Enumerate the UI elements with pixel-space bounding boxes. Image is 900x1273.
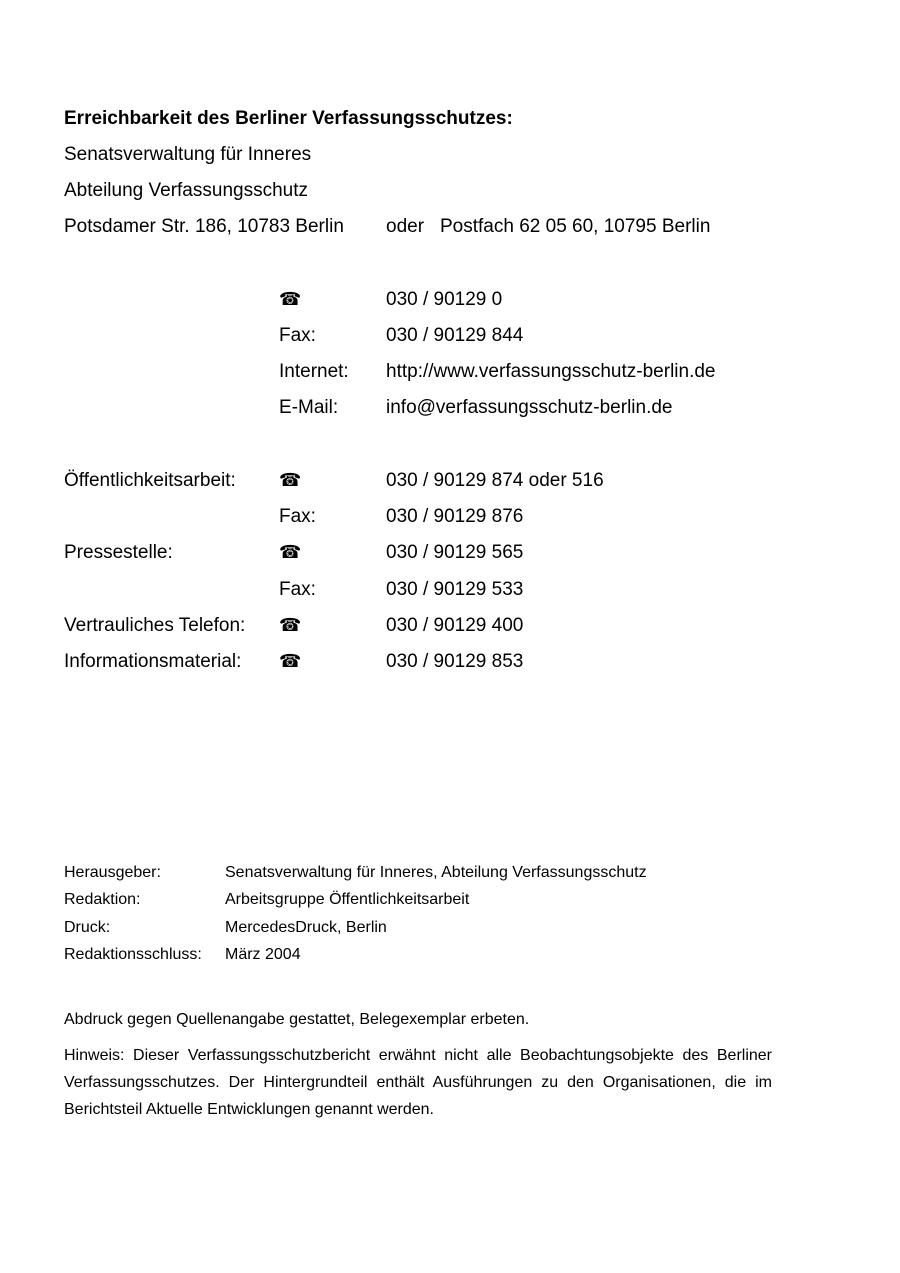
info-material-phone: 030 / 90129 853 <box>386 651 524 672</box>
website-link[interactable]: http://www.verfassungsschutz-berlin.de <box>386 361 716 382</box>
phone-icon: ☎ <box>279 470 302 491</box>
publisher-label: Herausgeber: <box>64 864 161 881</box>
hint-paragraph: Hinweis: Dieser Verfassungsschutzbericht erwähnt nicht alle Beobachtungsobjekte des Berliner Verfassungsschutzes. Der Hintergrundteil enthält Ausführungen zu den Organisationen, die im Berichtsteil Aktuelle Entwicklungen genannt werden. <box>64 1047 772 1118</box>
street-address: Potsdamer Str. 186, 10783 Berlin <box>64 216 344 237</box>
internet-label: Internet: <box>279 361 349 382</box>
print-value: MercedesDruck, Berlin <box>225 919 387 936</box>
main-phone-number: 030 / 90129 0 <box>386 289 503 310</box>
department-name: Abteilung Verfassungsschutz <box>64 180 308 201</box>
info-material-label: Informationsmaterial: <box>64 651 242 672</box>
page-title: Erreichbarkeit des Berliner Verfassungsschutzes: <box>64 108 513 129</box>
publisher-value: Senatsverwaltung für Inneres, Abteilung Verfassungsschutz <box>225 864 647 881</box>
phone-icon: ☎ <box>279 289 302 310</box>
press-office-label: Pressestelle: <box>64 542 173 563</box>
deadline-value: März 2004 <box>225 946 301 963</box>
public-relations-phone: 030 / 90129 874 oder 516 <box>386 470 604 491</box>
editorial-value: Arbeitsgruppe Öffentlichkeitsarbeit <box>225 891 470 908</box>
public-relations-label: Öffentlichkeitsarbeit: <box>64 470 236 491</box>
fax-label: Fax: <box>279 579 316 600</box>
deadline-label: Redaktionsschluss: <box>64 946 202 963</box>
phone-icon: ☎ <box>279 651 302 672</box>
press-office-phone: 030 / 90129 565 <box>386 542 524 563</box>
reprint-note: Abdruck gegen Quellenangabe gestattet, Belegexemplar erbeten. <box>64 1011 530 1028</box>
postbox-address: Postfach 62 05 60, 10795 Berlin <box>440 216 711 237</box>
press-office-fax: 030 / 90129 533 <box>386 579 524 600</box>
address-or: oder <box>386 216 425 237</box>
public-relations-fax: 030 / 90129 876 <box>386 506 524 527</box>
phone-icon: ☎ <box>279 542 302 563</box>
editorial-label: Redaktion: <box>64 891 141 908</box>
print-label: Druck: <box>64 919 111 936</box>
fax-label: Fax: <box>279 506 316 527</box>
organization-name: Senatsverwaltung für Inneres <box>64 144 312 165</box>
fax-label: Fax: <box>279 325 316 346</box>
confidential-phone-label: Vertrauliches Telefon: <box>64 615 246 636</box>
main-fax-number: 030 / 90129 844 <box>386 325 524 346</box>
email-label: E-Mail: <box>279 397 339 418</box>
confidential-phone-number: 030 / 90129 400 <box>386 615 524 636</box>
phone-icon: ☎ <box>279 615 302 636</box>
email-link[interactable]: info@verfassungsschutz-berlin.de <box>386 397 673 418</box>
